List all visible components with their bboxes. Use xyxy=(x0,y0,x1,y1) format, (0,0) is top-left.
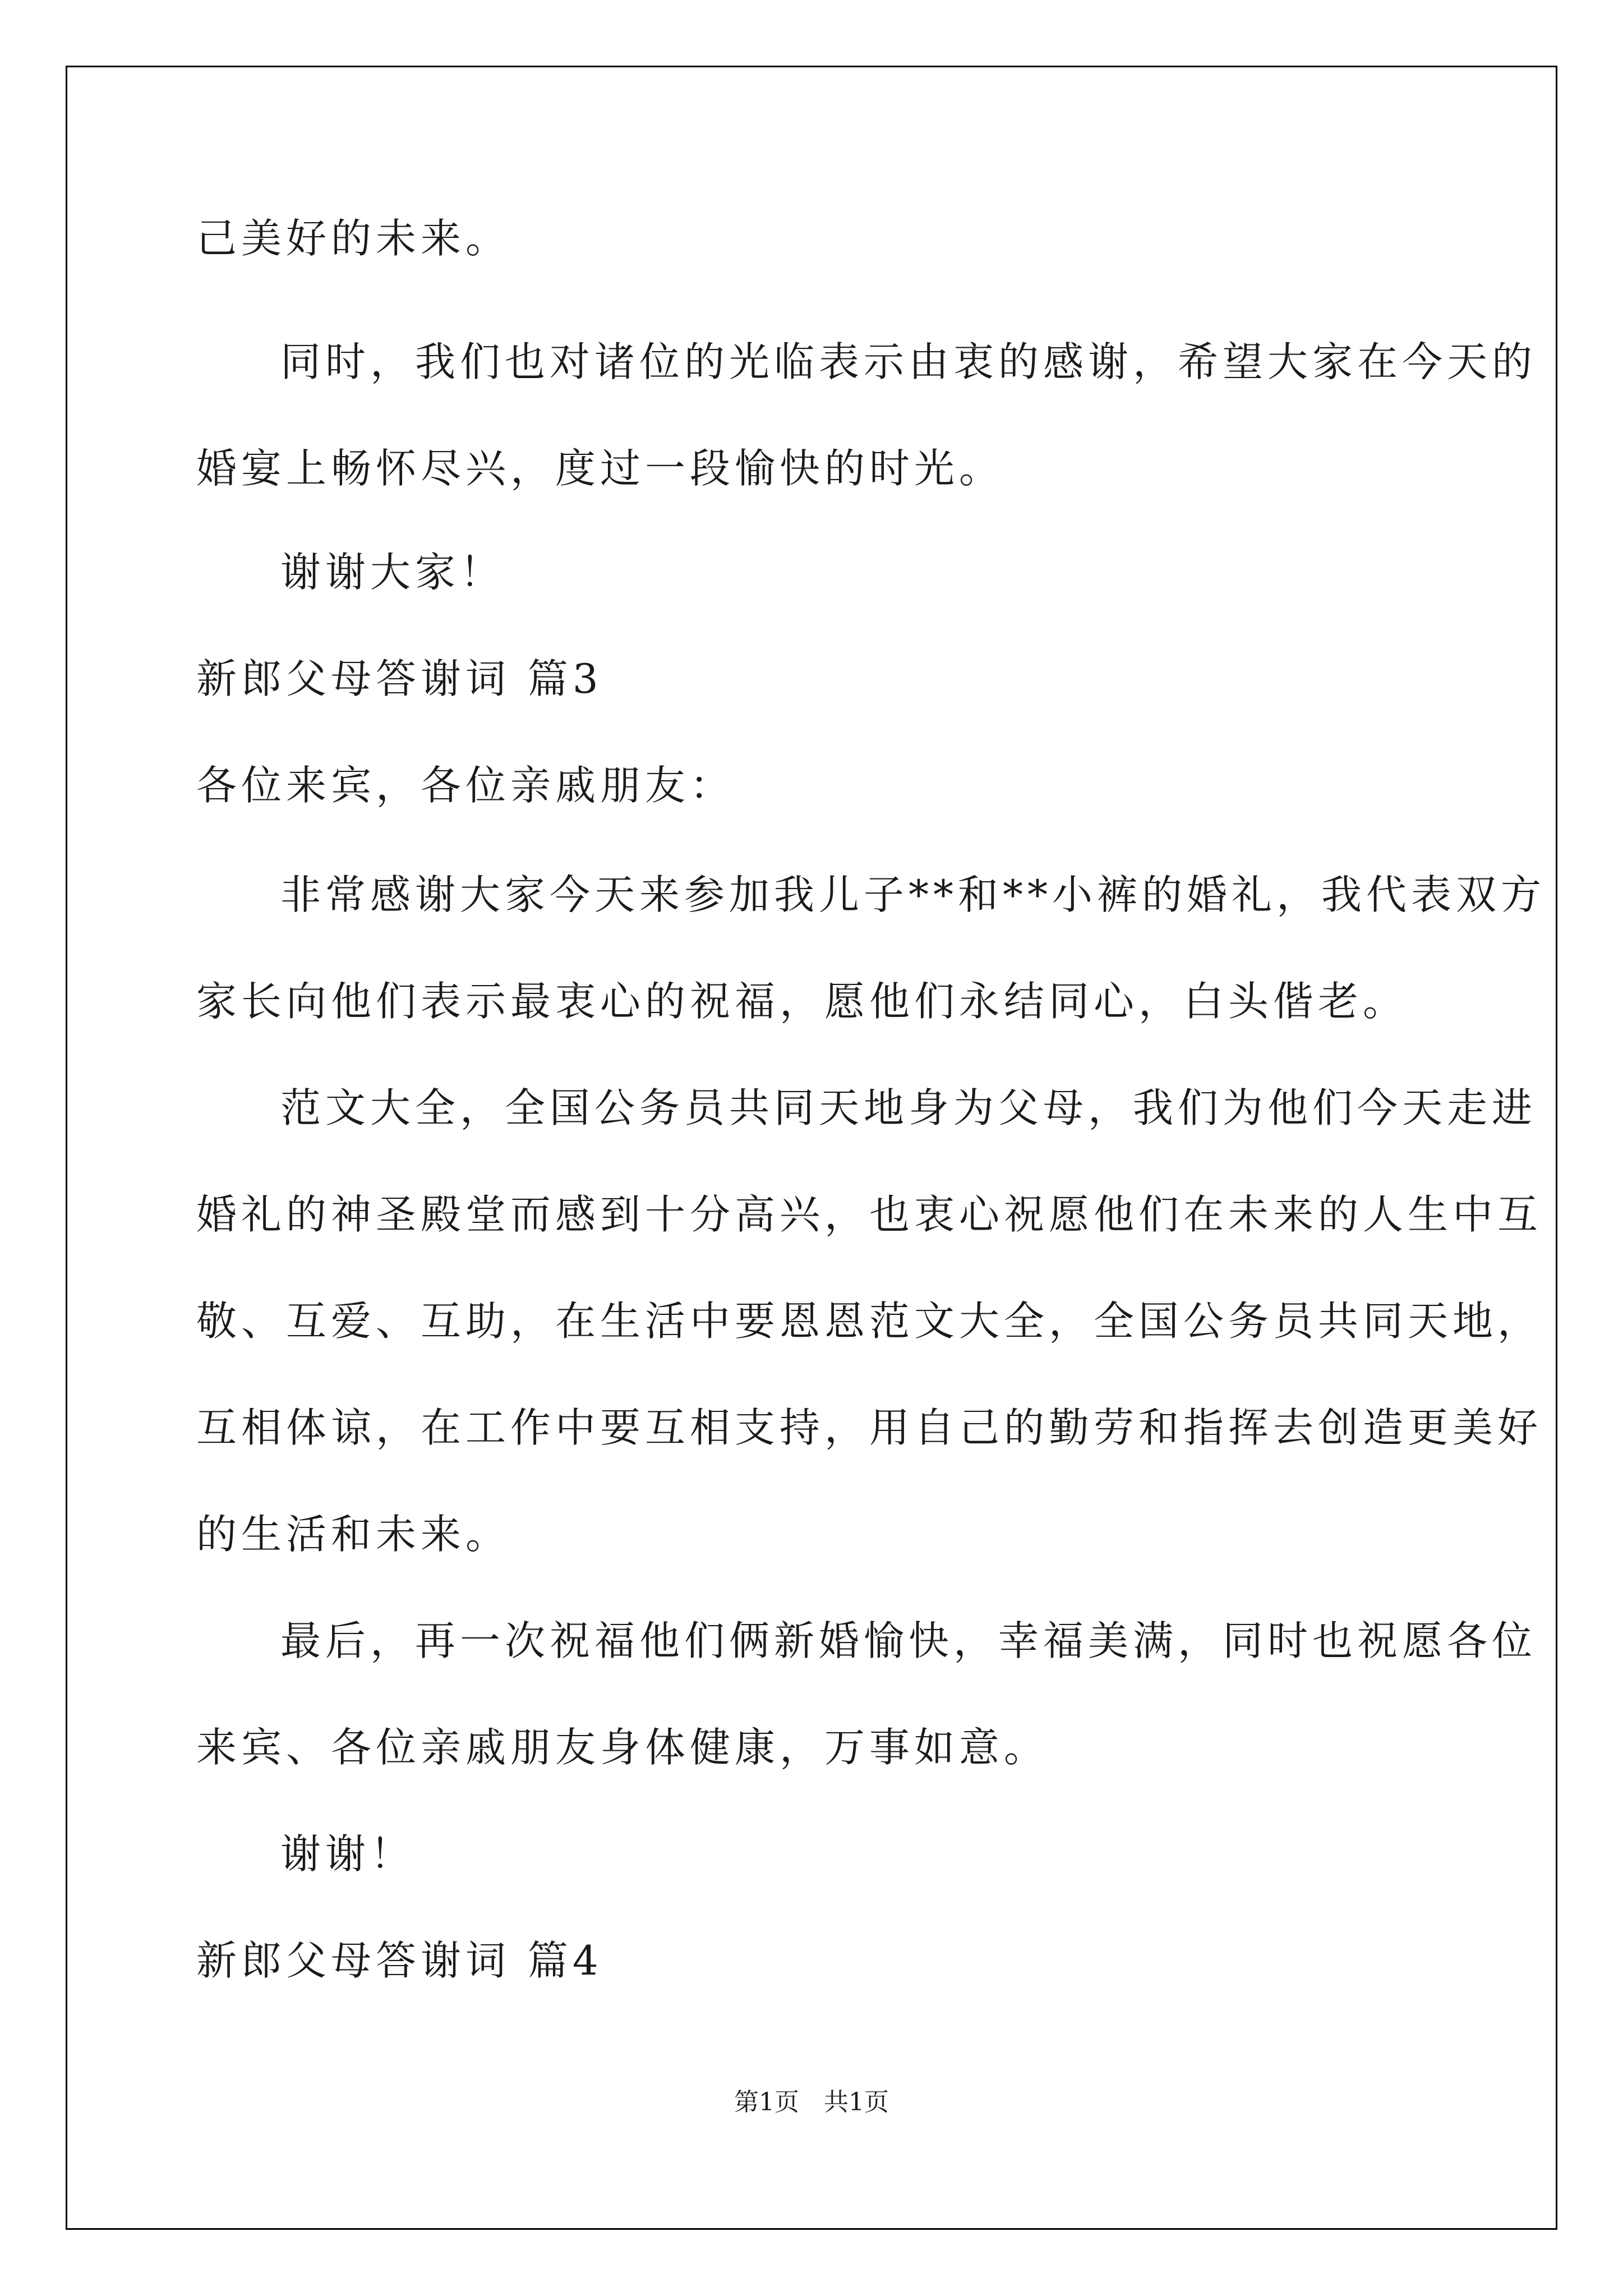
paragraph-line: 家长向他们表示最衷心的祝福，愿他们永结同心，白头偕老。 xyxy=(196,978,1408,1025)
paragraph-line: 的生活和未来。 xyxy=(196,1511,511,1558)
paragraph-line: 同时，我们也对诸位的光临表示由衷的感谢，希望大家在今天的 xyxy=(280,338,1537,385)
paragraph-line: 敬、互爱、互助，在生活中要恩恩范文大全，全国公务员共同天地， xyxy=(196,1297,1543,1345)
paragraph-line: 最后，再一次祝福他们俩新婚愉快，幸福美满，同时也祝愿各位 xyxy=(280,1617,1537,1664)
salutation: 各位来宾，各位亲戚朋友： xyxy=(196,762,735,809)
paragraph-line: 己美好的未来。 xyxy=(196,215,511,262)
section-heading: 新郎父母答谢词 篇3 xyxy=(196,655,603,702)
paragraph-line: 互相体谅，在工作中要互相支持，用自己的勤劳和指挥去创造更美好 xyxy=(196,1404,1543,1451)
paragraph-line: 谢谢大家！ xyxy=(280,549,505,596)
paragraph-line: 范文大全，全国公务员共同天地身为父母，我们为他们今天走进 xyxy=(280,1084,1537,1131)
paragraph-line: 谢谢！ xyxy=(280,1830,416,1878)
paragraph-line: 来宾、各位亲戚朋友身体健康，万事如意。 xyxy=(196,1724,1049,1771)
section-heading: 新郎父母答谢词 篇4 xyxy=(196,1937,603,1984)
paragraph-line: 非常感谢大家今天来参加我儿子**和**小裤的婚礼，我代表双方 xyxy=(280,871,1546,918)
paragraph-line: 婚宴上畅怀尽兴，度过一段愉快的时光。 xyxy=(196,445,1004,492)
page-border xyxy=(66,66,1557,2230)
page-number-footer: 第1页 共1页 xyxy=(734,2088,889,2116)
paragraph-line: 婚礼的神圣殿堂而感到十分高兴，也衷心祝愿他们在未来的人生中互 xyxy=(196,1191,1543,1238)
